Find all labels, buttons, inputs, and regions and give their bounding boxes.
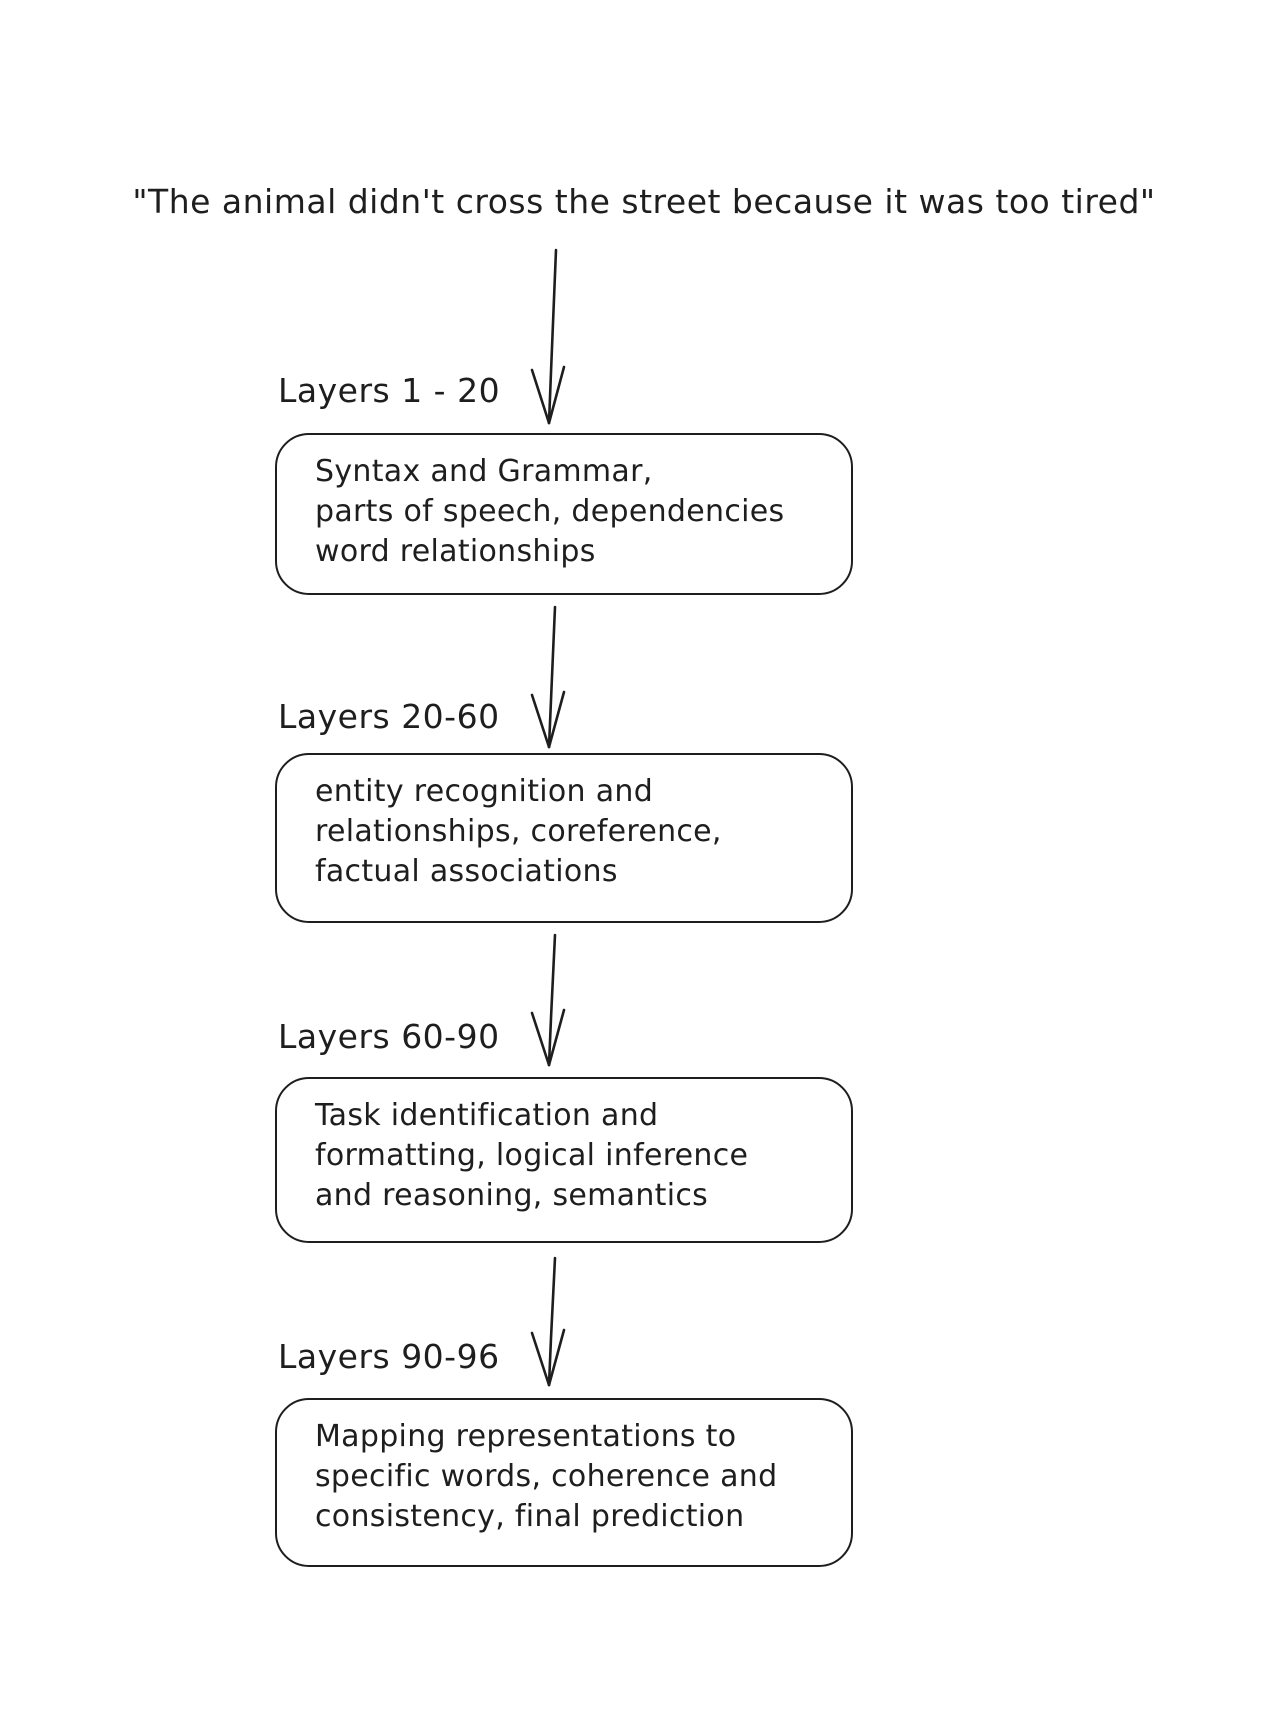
box-line: word relationships: [315, 534, 596, 569]
down-arrow-icon: [518, 605, 578, 750]
stage-label-layers-90-96: Layers 90-96: [278, 1337, 500, 1376]
down-arrow-icon: [518, 248, 578, 426]
stage-label-layers-60-90: Layers 60-90: [278, 1017, 500, 1056]
box-line: formatting, logical inference: [315, 1138, 749, 1173]
box-line: Task identification and: [315, 1098, 659, 1133]
box-line: entity recognition and: [315, 774, 654, 809]
box-line: and reasoning, semantics: [315, 1178, 709, 1213]
box-line: consistency, final prediction: [315, 1499, 745, 1534]
input-sentence: "The animal didn't cross the street because it was too tired": [132, 182, 1156, 221]
stage-box-layers-20-60: [275, 753, 853, 923]
stage-box-layers-90-96: [275, 1398, 853, 1567]
down-arrow-icon: [518, 1256, 578, 1388]
box-line: parts of speech, dependencies: [315, 494, 785, 529]
stage-label-layers-1-20: Layers 1 - 20: [278, 371, 501, 410]
stage-label-layers-20-60: Layers 20-60: [278, 697, 500, 736]
down-arrow-icon: [518, 933, 578, 1068]
stage-box-layers-60-90: [275, 1077, 853, 1243]
box-line: specific words, coherence and: [315, 1459, 778, 1494]
box-line: factual associations: [315, 854, 618, 889]
box-line: Syntax and Grammar,: [315, 454, 653, 489]
box-line: Mapping representations to: [315, 1419, 737, 1454]
stage-box-layers-1-20: [275, 433, 853, 595]
box-line: relationships, coreference,: [315, 814, 722, 849]
